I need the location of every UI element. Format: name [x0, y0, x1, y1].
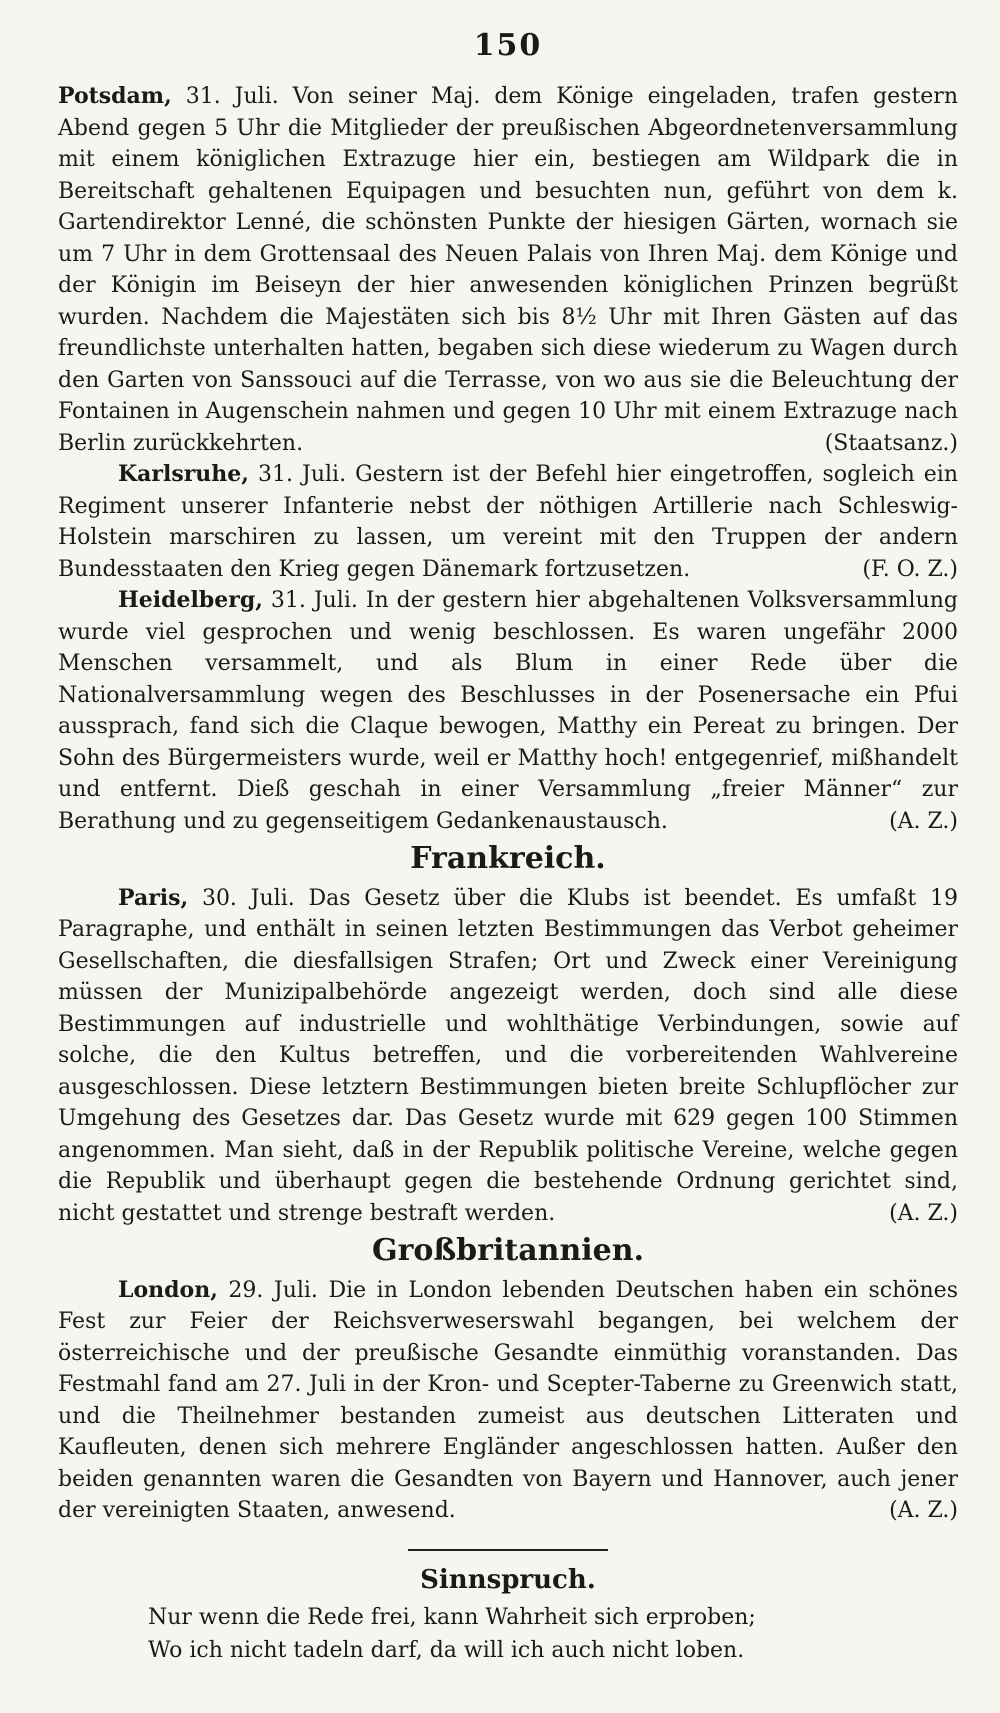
motto-line-1: Nur wenn die Rede frei, kann Wahrheit sich erproben;	[148, 1604, 756, 1630]
page-number: 150	[473, 28, 543, 63]
dateline-potsdam: Potsdam,	[58, 83, 172, 109]
article-london	[58, 1275, 958, 1527]
article-text-karlsruhe: 31. Juli. Gestern ist der Befehl hier eingetroffen, sogleich ein Regiment unserer Infanterie nebst der nöthigen Artillerie nach Schleswig-Holstein marschiren zu lassen, um vereint mit den Truppen der andern Bundesstaaten den Krieg gegen Dänemark fortzusetzen.	[58, 462, 958, 582]
motto-line-2: Wo ich nicht tadeln darf, da will ich auch nicht loben.	[148, 1637, 745, 1663]
article-potsdam	[58, 81, 958, 459]
dateline-heidelberg: Heidelberg,	[118, 587, 263, 613]
section-heading-britain: Großbritannien.	[371, 1233, 645, 1268]
dateline-london: London,	[118, 1276, 218, 1303]
source-karlsruhe: (F. O. Z.)	[862, 556, 958, 582]
source-london: (A. Z.)	[889, 1498, 958, 1523]
news-column	[58, 81, 958, 1527]
article-heidelberg	[58, 585, 958, 837]
article-text-london: 29. Juli. Die in London lebenden Deutschen haben ein schönes Fest zur Feier der Reichsverweserswahl begangen, bei welchem der österreichische und der preußische Gesandte einmüthig voranstanden. Das Festmahl fand am 27. Juli in der Kron- und Scepter-Taberne zu Greenwich statt, und die Theilnehmer bestanden zumeist aus deutschen Litteraten und Kaufleuten, denen sich mehrere Engländer angeschlossen hatten. Außer den beiden genannten waren die Gesandten von Bayern und Hannover, auch jener der vereinigten Staaten, anwesend.	[58, 1277, 958, 1523]
article-karlsruhe	[58, 459, 958, 585]
motto-heading: Sinnspruch.	[420, 1564, 596, 1595]
source-paris: (A. Z.)	[889, 1200, 958, 1226]
dateline-paris: Paris,	[118, 884, 189, 911]
dateline-karlsruhe: Karlsruhe,	[118, 461, 249, 487]
article-text-potsdam: 31. Juli. Von seiner Maj. dem Könige eingeladen, trafen gestern Abend gegen 5 Uhr die Mitglieder der preußischen Abgeordnetenversammlung mit einem königlichen Extrazuge hier ein, bestiegen am Wildpark die in Bereitschaft gehaltenen Equipagen und besuchten nun, geführt von dem k. Gartendirektor Lenné, die schönsten Punkte der hiesigen Gärten, wornach sie um 7 Uhr in dem Grottensaal des Neuen Palais von Ihren Maj. dem Könige und der Königin im Beiseyn der hier anwesenden königlichen Prinzen begrüßt wurden. Nachdem die Majestäten sich bis 8½ Uhr mit Ihren Gästen auf das freundlichste unterhalten hatten, begaben sich diese wiederum zu Wagen durch den Garten von Sanssouci auf die Terrasse, von wo aus sie die Beleuchtung der Fontainen in Augenschein nahmen und gegen 10 Uhr mit einem Extrazuge nach Berlin zurückkehrten.	[58, 84, 958, 456]
section-divider	[408, 1549, 608, 1551]
section-heading-france: Frankreich.	[410, 841, 606, 876]
article-paris	[58, 883, 958, 1230]
source-potsdam: (Staatsanz.)	[824, 430, 958, 456]
article-text-heidelberg: 31. Juli. In der gestern hier abgehaltenen Volksversammlung wurde viel gesprochen und wenig beschlossen. Es waren ungefähr 2000 Menschen versammelt, und als Blum in einer Rede über die Nationalversammlung wegen des Beschlusses in der Posenersache ein Pfui aussprach, fand sich die Claque bewogen, Matthy ein Pereat zu bringen. Der Sohn des Bürgermeisters wurde, weil er Matthy hoch! entgegenrief, mißhandelt und entfernt. Dieß geschah in einer Versammlung „freier Männer“ zur Berathung und zu gegenseitigem Gedankenaustausch.	[58, 588, 958, 834]
source-heidelberg: (A. Z.)	[889, 808, 958, 834]
article-text-paris: 30. Juli. Das Gesetz über die Klubs ist beendet. Es umfaßt 19 Paragraphe, und enthält in seinen letzten Bestimmungen das Verbot geheimer Gesellschaften, die diesfallsigen Strafen; Ort und Zweck einer Vereinigung müssen der Munizipalbehörde angezeigt werden, doch sind alle diese Bestimmungen auf industrielle und wohlthätige Verbindungen, sowie auf solche, die den Kultus betreffen, und die vorbereitenden Wahlvereine ausgeschlossen. Diese letztern Bestimmungen bieten breite Schlupflöcher zur Umgehung des Gesetzes dar. Das Gesetz wurde mit 629 gegen 100 Stimmen angenommen. Man sieht, daß in der Republik politische Vereine, welche gegen die Republik und überhaupt gegen die bestehende Ordnung gerichtet sind, nicht gestattet und strenge bestraft werden.	[58, 885, 958, 1226]
